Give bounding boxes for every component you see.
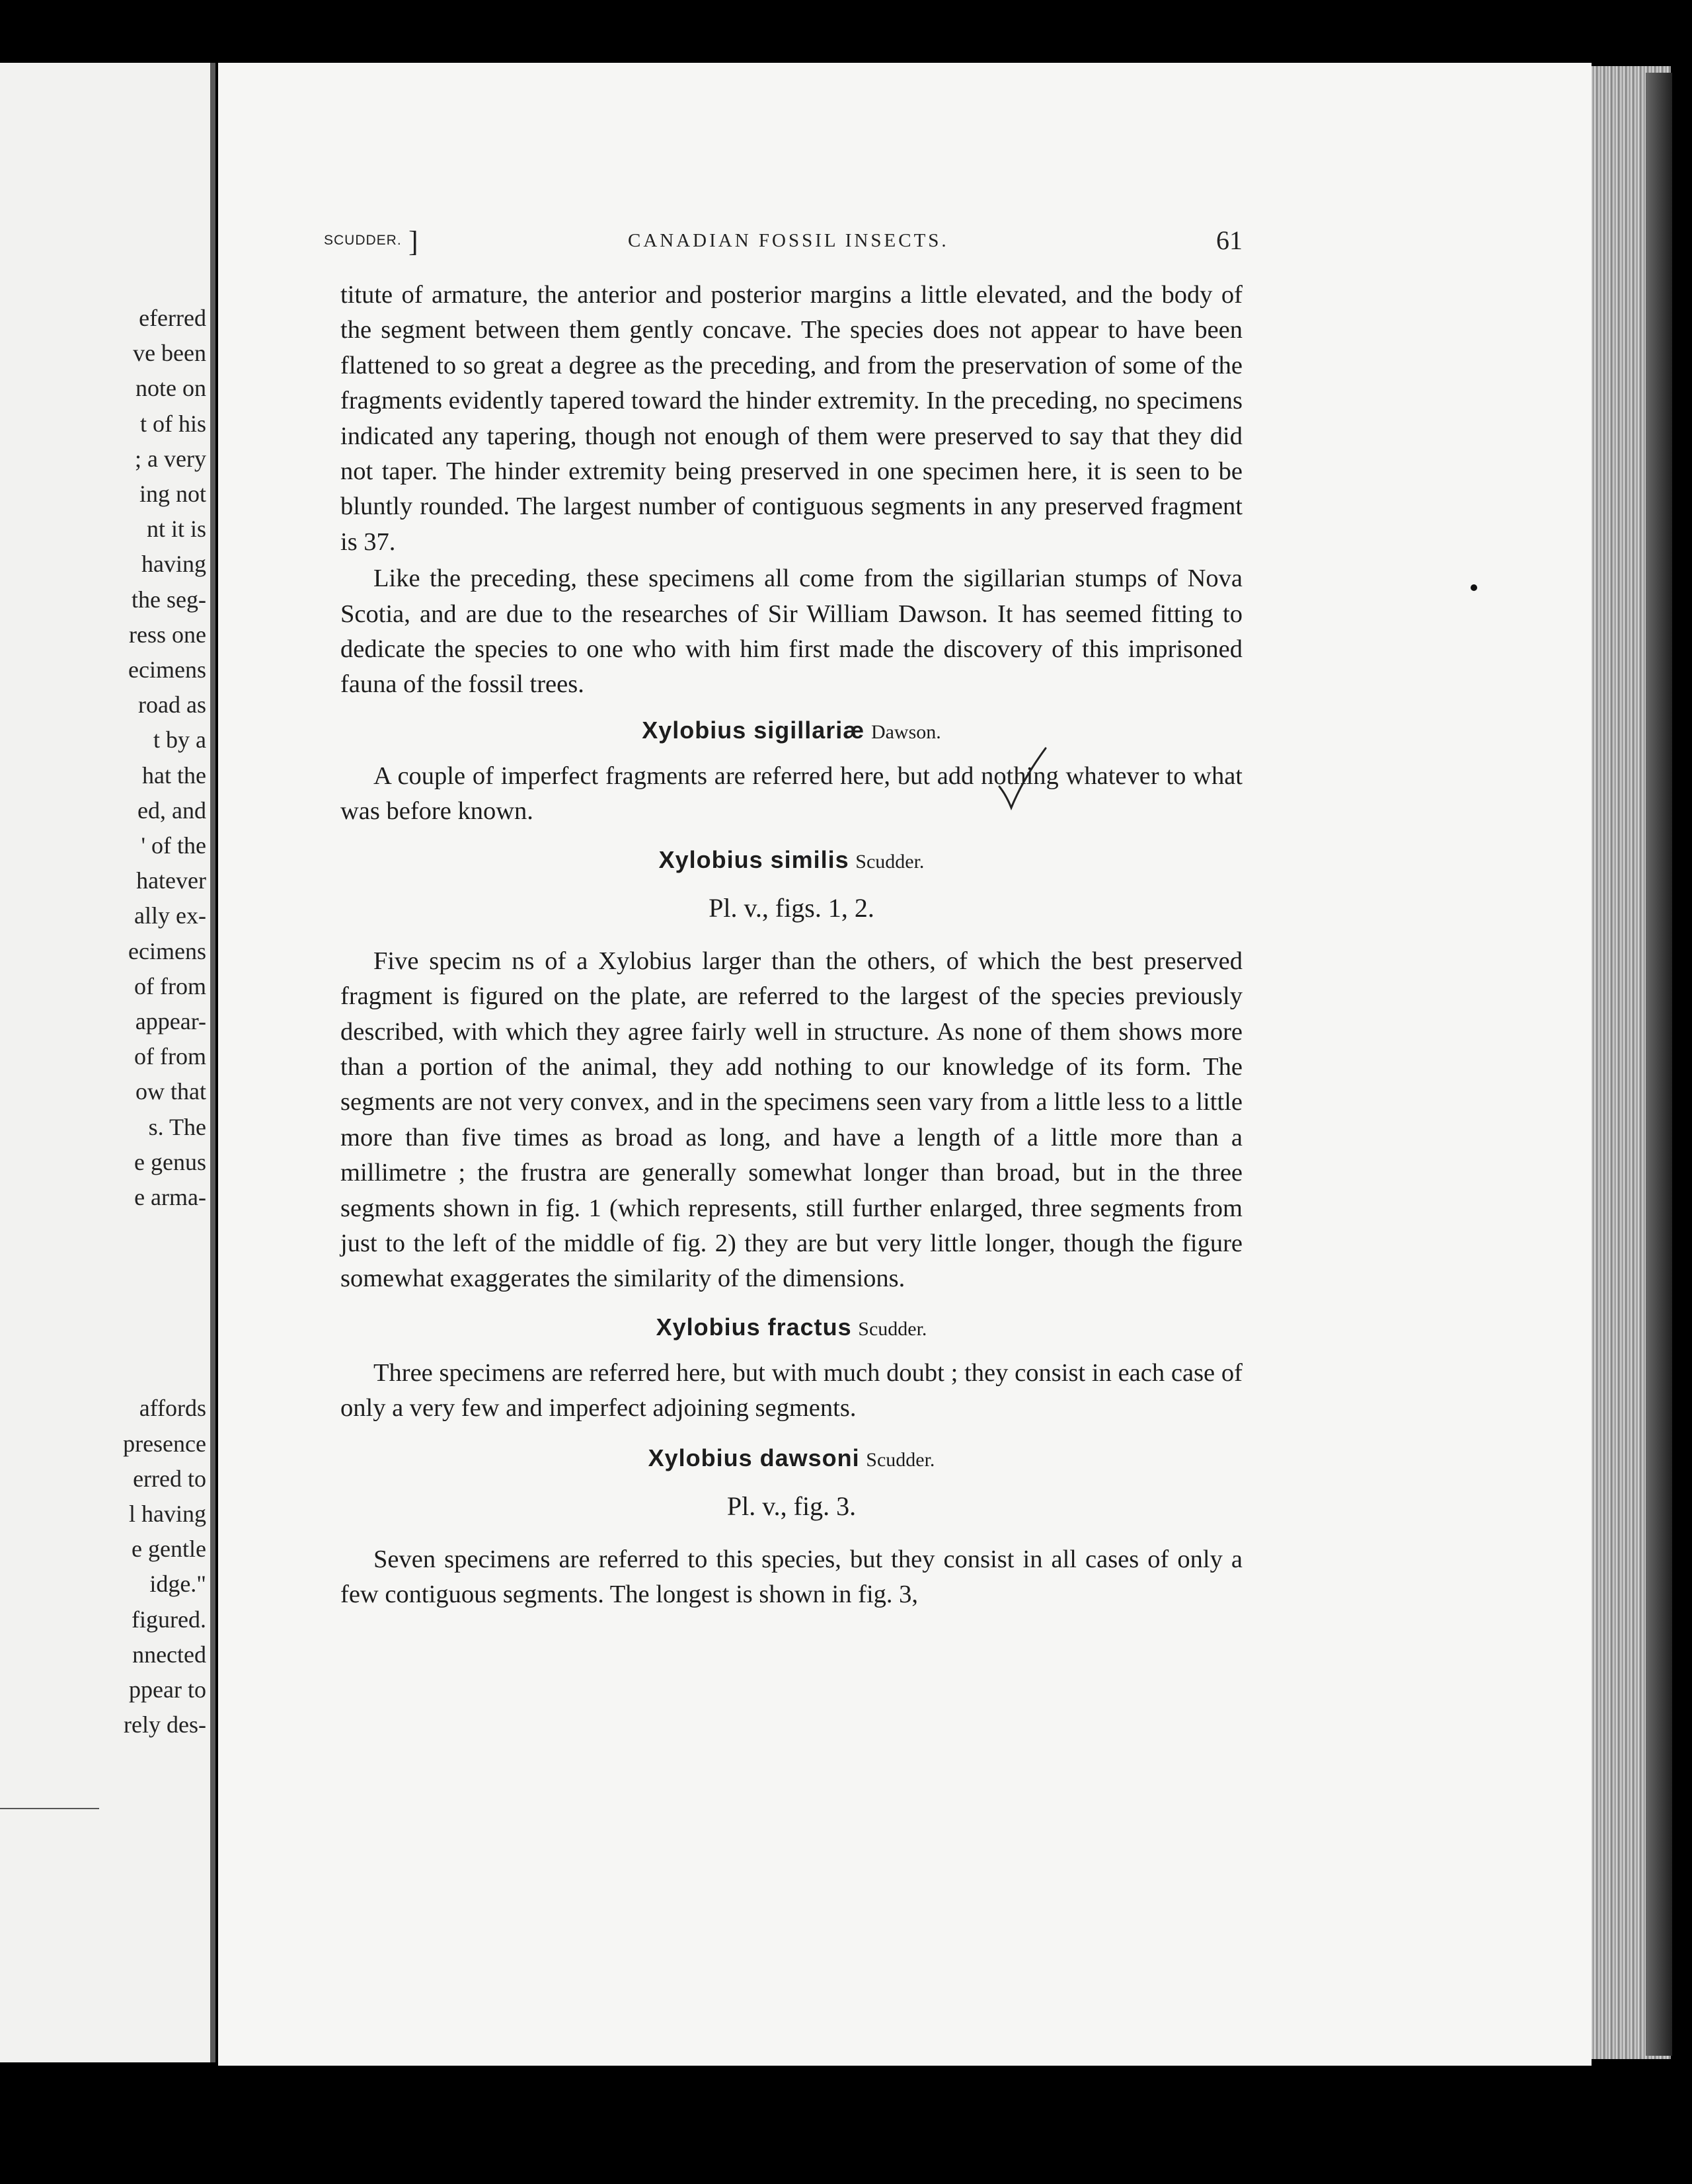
left-page-line: ; a very xyxy=(135,445,206,472)
left-page-line: nnected xyxy=(132,1641,206,1668)
species-authority: Dawson. xyxy=(870,721,941,743)
page-edges-shadow xyxy=(1646,73,1672,2056)
running-header xyxy=(324,225,1243,258)
left-page-footnote-rule xyxy=(0,1808,99,1809)
left-page-line: presence xyxy=(123,1430,206,1457)
left-page-line: s. The xyxy=(148,1113,206,1140)
left-page-line: ' of the xyxy=(141,832,206,859)
left-page-line: of from xyxy=(134,972,206,999)
left-page-line: ecimens xyxy=(128,656,206,683)
species-authority: Scudder. xyxy=(858,1317,927,1340)
left-page-line: affords xyxy=(139,1395,206,1422)
left-page-line xyxy=(8,1286,206,1321)
left-page-line: rely des- xyxy=(124,1711,206,1738)
left-page-line: hat the xyxy=(142,761,206,789)
left-page-line: ve been xyxy=(133,340,206,367)
handwritten-checkmark-icon xyxy=(997,746,1050,812)
left-page-line: eferred xyxy=(139,305,206,331)
left-page-line: ow that xyxy=(135,1078,206,1105)
species-authority: Scudder. xyxy=(855,850,925,873)
left-page-line: ing not xyxy=(139,481,206,508)
left-page-line xyxy=(8,1250,206,1285)
left-page-line: t of his xyxy=(139,410,206,437)
running-header-title: CANADIAN FOSSIL INSECTS. xyxy=(628,230,949,251)
paragraph-fractus: Three specimens are referred here, but with much doubt ; they consist in each case of only a very few and imperfect adjoining segments. xyxy=(340,1358,1243,1423)
ink-speck xyxy=(1471,584,1477,591)
left-page-line: ecimens xyxy=(128,937,206,964)
left-page-line: erred to xyxy=(133,1465,206,1492)
left-page-line: ally ex- xyxy=(134,902,206,929)
left-page-line: l having xyxy=(129,1500,206,1527)
left-page-line xyxy=(8,1321,206,1356)
paragraph-like-the-preceding: Like the preceding, these specimens all come from the sigillarian stumps of Nova Scotia, and are due to the researches of Sir William Dawson. It has seemed fitting to dedicate the species to one who with him first made the discovery of this imprisoned fauna of the fossil trees. xyxy=(340,565,1243,699)
left-page-line xyxy=(8,1356,206,1391)
paragraph-sigillariae: A couple of imperfect fragments are referred here, but add nothing whatever to what was before known. xyxy=(340,761,1243,826)
left-page-line: ed, and xyxy=(137,797,206,824)
species-name: Xylobius dawsoni xyxy=(648,1444,860,1471)
left-page-line: hatever xyxy=(136,867,206,894)
left-page-line: note on xyxy=(135,375,206,402)
species-name: Xylobius similis xyxy=(658,845,849,873)
species-heading-dawsoni xyxy=(340,1438,1243,1480)
left-page-line: nt it is xyxy=(146,516,206,543)
page-body xyxy=(340,278,1243,1612)
running-header-author: SCUDDER. xyxy=(324,233,402,248)
species-heading-similis xyxy=(340,840,1243,882)
species-name: Xylobius sigillariæ xyxy=(642,716,865,744)
left-page-line: ress one xyxy=(129,621,206,648)
book-gutter xyxy=(210,63,215,2062)
left-facing-page xyxy=(0,63,210,2062)
left-page-line: t by a xyxy=(153,726,206,754)
species-heading-fractus xyxy=(340,1307,1243,1349)
left-page-line xyxy=(8,1215,206,1250)
left-page-line: of from xyxy=(134,1043,206,1070)
running-header-bracket: ] xyxy=(408,225,418,258)
left-page-line: idge." xyxy=(149,1571,206,1598)
paragraph-continued: titute of armature, the anterior and posterior margins a little elevated, and the body of the segment between them gently concave. The species does not appear to have been flattened to so great a degree as the preceding, and from the preservation of some of the fragments evidently tapered toward the hinder extremity. In the preceding, no specimens indicated any tapering, though not enough of them were preserved to say that they did not taper. The hinder extremity being preserved in one specimen here, it is seen to be bluntly rounded. The largest number of contiguous segments in any preserved fragment is 37. xyxy=(340,281,1243,556)
left-page-line: e genus xyxy=(134,1148,206,1175)
left-page-line: having xyxy=(141,551,206,578)
species-authority: Scudder. xyxy=(866,1448,935,1471)
left-page-line: e gentle xyxy=(132,1536,206,1563)
left-page-line: road as xyxy=(138,691,206,719)
paragraph-similis: Five specim ns of a Xylobius larger than the others, of which the best preserved fragment is figured on the plate, are referred to the largest of the species previously described, with which they agree fairly well in structure. As none of them shows more than a portion of the animal, they add nothing to our knowledge of its form. The segments are not very convex, and in the specimens seen vary from a little less to a little more than five times as broad as long, and have a length of a little more than a millimetre ; the frustra are generally somewhat longer than broad, but in the three segments shown in fig. 1 (which represents, still further enlarged, three segments from just to the left of the middle of fig. 2) they are but very little longer, though the figure somewhat exaggerates the similarity of the dimensions. xyxy=(340,947,1243,1293)
left-page-line: appear- xyxy=(135,1008,206,1035)
plate-reference: Pl. v., fig. 3. xyxy=(726,1491,857,1521)
page-number: 61 xyxy=(1216,225,1243,255)
species-heading-sigillariae xyxy=(340,711,1243,752)
left-page-text-fragments xyxy=(8,301,206,1742)
species-name: Xylobius fractus xyxy=(656,1313,852,1341)
left-page-line: e arma- xyxy=(134,1184,206,1211)
left-page-line: ppear to xyxy=(129,1676,206,1703)
left-page-line: figured. xyxy=(132,1606,206,1633)
plate-reference: Pl. v., figs. 1, 2. xyxy=(709,892,874,923)
left-page-line: the seg- xyxy=(132,586,206,613)
paragraph-dawsoni: Seven specimens are referred to this species, but they consist in all cases of only a few contiguous segments. The longest is shown in fig. 3, xyxy=(340,1545,1243,1608)
